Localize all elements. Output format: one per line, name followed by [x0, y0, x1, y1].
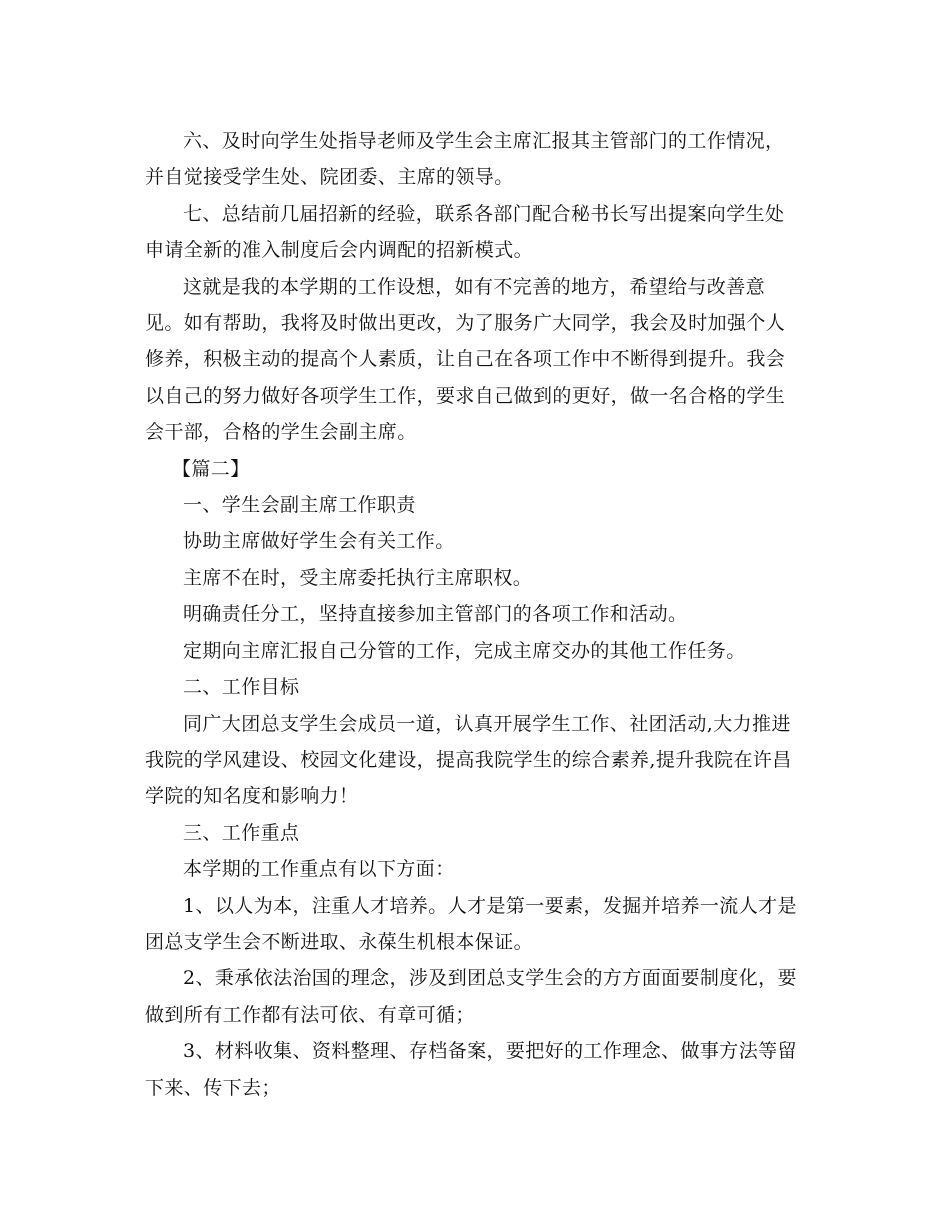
goals-paragraph: 同广大团总支学生会成员一道，认真开展学生工作、社团活动,大力推进我院的学风建设、校园文化建设，提高我院学生的综合素养,提升我院在许昌学院的知名度和影响力！	[145, 712, 792, 808]
duty-item-4: 定期向主席汇报自己分管的工作，完成主席交办的其他工作任务。	[183, 639, 746, 662]
heading-goals: 二、工作目标	[183, 676, 300, 699]
heading-focus: 三、工作重点	[183, 821, 300, 844]
duty-item-3: 明确责任分工，坚持直接参加主管部门的各项工作和活动。	[183, 603, 688, 626]
section-title-part-two: 【篇二】	[172, 457, 250, 480]
duty-item-1: 协助主席做好学生会有关工作。	[183, 530, 455, 553]
duty-item-2: 主席不在时，受主席委托执行主席职权。	[183, 566, 533, 589]
focus-item-1: 1、以人为本，注重人才培养。人才是第一要素，发掘并培养一流人才是团总支学生会不断进取、永葆生机根本保证。	[145, 894, 797, 953]
paragraph-item-7: 七、总结前几届招新的经验，联系各部门配合秘书长写出提案向学生处申请全新的准入制度后会内调配的招新模式。	[145, 202, 785, 262]
document-body	[145, 123, 801, 1106]
paragraph-closing: 这就是我的本学期的工作设想，如有不完善的地方，希望给与改善意见。如有帮助，我将及时做出更改，为了服务广大同学，我会及时加强个人修养，积极主动的提高个人素质，让自己在各项工作中不断得到提升。我会以自己的努力做好各项学生工作，要求自己做到的更好，做一名合格的学生会干部，合格的学生会副主席。	[145, 275, 786, 444]
paragraph-item-6: 六、及时向学生处指导老师及学生会主席汇报其主管部门的工作情况，并自觉接受学生处、院团委、主席的领导。	[145, 130, 785, 189]
heading-duties: 一、学生会副主席工作职责	[183, 494, 416, 517]
focus-intro: 本学期的工作重点有以下方面：	[183, 858, 455, 881]
focus-item-2: 2、秉承依法治国的理念，涉及到团总支学生会的方方面面要制度化，要做到所有工作都有法可依、有章可循；	[145, 967, 797, 1026]
focus-item-3: 3、材料收集、资料整理、存档备案，要把好的工作理念、做事方法等留下来、传下去；	[145, 1040, 797, 1099]
